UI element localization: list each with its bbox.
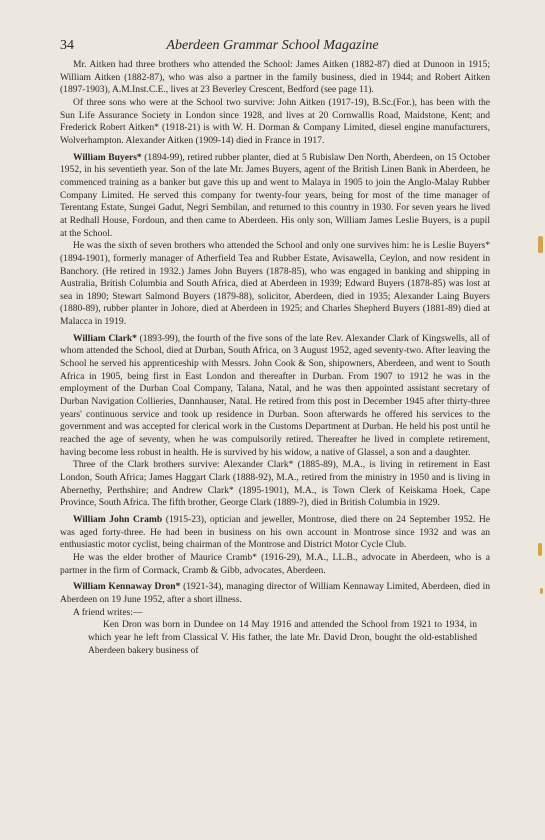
page-number: 34 — [60, 38, 74, 53]
document-body — [60, 59, 490, 657]
entry-text: (1893-99), the fourth of the five sons of the late Rev. Alexander Clark of Kingswells, all of whom attended the School, died at Durban, South Africa, on 3 August 1952, aged seventy-two. After leaving the School he served his apprenticeship with Messrs. John Cook & Son, shipowners, Aberdeen, and went to South Africa in 1905, being first in East London and thereafter in Durban. From 1907 to 1912 he was in the employment of the Durban Coal Company, Talana, Natal, and he was then appointed assistant secretary of Durban Navigation Collieries, Dannhauser, Natal. He retired from this post in December 1945 after thirty-three years' continuous service and took up residence in Durban. Soon afterwards he offered his services to the government and was accepted for clerical work in the Customs Department at Durban. He held his post until he reached the age of seventy, when he was compulsorily retired. Thereafter he lived in complete retirement, having become less robust in health. He is survived by his widow, a native of Glassel, a son and a daughter. — [60, 332, 490, 458]
entry-name: William Kennaway Dron* — [73, 581, 181, 593]
paragraph: Of three sons who were at the School two survive: John Aitken (1917-19), B.Sc.(For.), has been with the Sun Life Assurance Society in London since 1928, and lives at 20 Cornwallis Road, Maidstone, Kent; and Frederick Robert Aitken* (1918-21) is with W. H. Dorman & Company Limited, diesel engine manufacturers, Wolverhampton. Alexander Aitken (1909-14) died in France in 1917. — [60, 96, 490, 146]
paragraph: He was the sixth of seven brothers who attended the School and only one survives him: he is Leslie Buyers* (1894-1901), formerly manager of Atherfield Tea and Rubber Estate, Avisawella, Ceylon, and now resident in Banchory. (He retired in 1932.) James John Buyers (1878-85), who was engaged in banking and shipping in Australia, British Columbia and South Africa, died at Aberdeen in 1939; Edward Buyers (1878-85) was lost at sea in 1890; Stewart Salmond Buyers (1879-88), solicitor, Aberdeen, died in 1935; Alexander Laing Buyers (1880-89), rubber planter in Johore, died at Aberdeen in 1925; and Charles Shepherd Buyers (1881-89) died at Malacca in 1919. — [60, 240, 490, 328]
entry-name: William Clark* — [73, 332, 137, 344]
paragraph: He was the elder brother of Maurice Cramb* (1916-29), M.A., LL.B., advocate in Aberdeen, who is a partner in the firm of Cormack, Cramb & Gibb, advocates, Aberdeen. — [60, 551, 490, 576]
entry-name: William John Cramb — [73, 513, 163, 525]
paragraph: Three of the Clark brothers survive: Alexander Clark* (1885-89), M.A., is living in retirement in East London, South Africa; James Haggart Clark (1888-92), M.A., retired from the ministry in 1950 and is living in Abernethy, Perthshire; and Andrew Clark* (1895-1901), M.A., is Town Clerk of Keiskama Hoek, Cape Province, South Africa. The fifth brother, George Clark (1889-?), died in British Columbia in 1929. — [60, 459, 490, 509]
margin-tab-marker — [540, 588, 543, 594]
obituary-entry — [60, 333, 490, 460]
entry-name: William Buyers* — [73, 151, 142, 163]
obituary-entry — [60, 514, 490, 552]
running-header: Aberdeen Grammar School Magazine — [166, 38, 379, 53]
obituary-entry — [60, 152, 490, 241]
entry-text: (1915-23), optician and jeweller, Montrose, died there on 24 September 1952. He was aged forty-three. He had been in business on his own account in Montrose since 1932 and was an enthusiastic motor cyclist, being chairman of the Montrose and District Motor Cycle Club. — [60, 513, 490, 551]
paragraph: A friend writes:— — [73, 606, 143, 618]
entry-text: (1894-99), retired rubber planter, died at 5 Rubislaw Den North, Aberdeen, on 15 October 1952, in his seventieth year. Son of the late Mr. James Buyers, agent of the British Linen Bank in Aberdeen, he commenced training as a banker but gave this up and went to Malaya in 1905 to join the Anglo-Malay Rubber Company Limited. He served this company for twenty-four years, being for most of the time manager of Terentang Estate, Sungei Gadut, Negri Sembilan, and returned to this country in 1930. For seven years he lived at Redhall House, Fordoun, and then came to Aberdeen. His only son, William James Leslie Buyers, is a pupil at the School. — [60, 151, 490, 239]
entry-text: (1921-34), managing director of William Kennaway Limited, Aberdeen, died in Aberdeen on 19 June 1952, after a short illness. — [60, 581, 491, 605]
obituary-entry — [60, 581, 490, 606]
margin-tab-marker — [538, 543, 542, 556]
quoted-tribute: Ken Dron was born in Dundee on 14 May 1916 and attended the School from 1921 to 1934, in which year he left from Classical V. His father, the late Mr. David Dron, bought the old-established Aberdeen bakery business of — [88, 619, 477, 656]
paragraph: Mr. Aitken had three brothers who attended the School: James Aitken (1882-87) died at Dunoon in 1915; William Aitken (1882-87), who was also a partner in the family business, died in 1944; and Robert Aitken (1897-1903), A.M.Inst.C.E., lives at 23 Beverley Crescent, Bedford (see page 11). — [60, 59, 490, 96]
margin-tab-marker — [538, 236, 543, 253]
